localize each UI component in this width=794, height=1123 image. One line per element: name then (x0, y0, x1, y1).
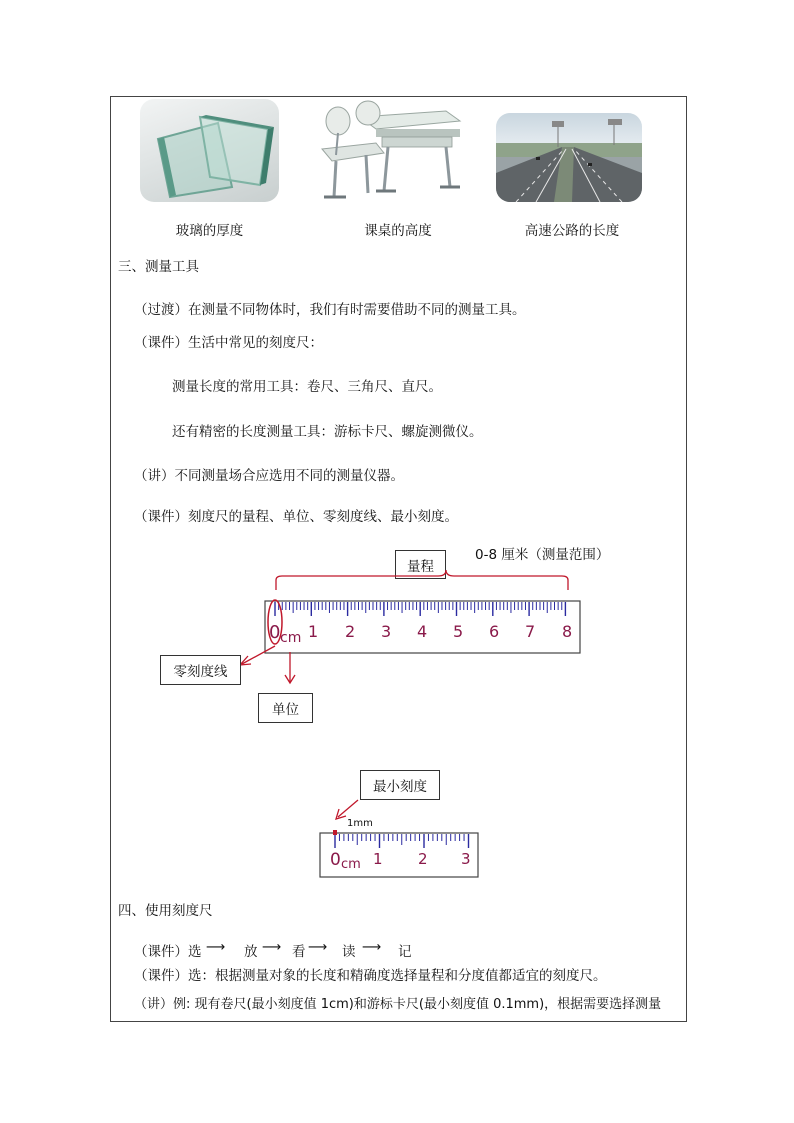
paragraph: （讲）不同测量场合应选用不同的测量仪器。 (134, 468, 404, 484)
ruler-number: 5 (453, 622, 464, 641)
flow-prefix: （课件） (134, 944, 188, 960)
ruler-number: 7 (525, 622, 536, 641)
ruler-number: 1 (373, 850, 383, 868)
image-caption: 玻璃的厚度 (175, 223, 244, 239)
paragraph: （课件）生活中常见的刻度尺： (134, 335, 323, 351)
section-heading: 三、测量工具 (118, 259, 199, 275)
unit-text: cm (341, 857, 361, 872)
mm-label: 1mm (347, 818, 373, 829)
paragraph: （过渡）在测量不同物体时，我们有时需要借助不同的测量工具。 (134, 302, 526, 318)
arrow-right-icon: ⟶ (362, 939, 382, 955)
section-heading: 四、使用刻度尺 (118, 903, 213, 919)
big-ruler-numbers (265, 622, 580, 646)
highway-photo (496, 113, 642, 202)
ruler-number: 3 (381, 622, 392, 641)
range-note: 0-8 厘米（测量范围） (475, 547, 610, 563)
flow-step: 读 (342, 944, 356, 960)
image-caption: 课桌的高度 (364, 223, 432, 239)
ruler-number: 6 (489, 622, 500, 641)
flow-step: 放 (244, 944, 258, 960)
min-scale-label: 最小刻度 (373, 779, 427, 795)
school-desk-photo (318, 99, 464, 202)
range-label: 量程 (407, 558, 434, 575)
ruler-number: 0 (269, 622, 281, 643)
ruler-number: 3 (461, 850, 471, 868)
arrow-right-icon: ⟶ (262, 939, 282, 955)
ruler-number: 4 (417, 622, 428, 641)
paragraph: （课件）刻度尺的量程、单位、零刻度线、最小刻度。 (134, 509, 458, 525)
flow-step: 选 (188, 944, 202, 960)
range-brace (276, 570, 568, 590)
arrow-right-icon: ⟶ (206, 939, 226, 955)
flow-step: 记 (398, 944, 412, 960)
unit-label: 单位 (272, 702, 299, 718)
small-ruler-numbers (320, 850, 480, 872)
arrow-right-icon: ⟶ (308, 939, 328, 955)
image-caption: 高速公路的长度 (524, 223, 620, 239)
zero-line-label-box (160, 655, 241, 685)
ruler-number: 2 (345, 622, 356, 641)
ruler-number: 0 (330, 850, 341, 870)
min-scale-mark (333, 830, 337, 835)
glass-plate-photo (140, 99, 279, 202)
paragraph: （讲）例: 现有卷尺(最小刻度值 1cm)和游标卡尺(最小刻度值 0.1mm)，根据需要选择测量 (134, 997, 662, 1012)
paragraph: 测量长度的常用工具：卷尺、三角尺、直尺。 (172, 379, 442, 395)
paragraph: （课件）选：根据测量对象的长度和精确度选择量程和分度值都适宜的刻度尺。 (134, 968, 607, 984)
zero-line-label: 零刻度线 (173, 664, 228, 680)
paragraph: 还有精密的长度测量工具：游标卡尺、螺旋测微仪。 (172, 424, 483, 440)
ruler-number: 2 (418, 850, 428, 868)
flow-step: 看 (292, 944, 306, 960)
unit-text: cm (280, 630, 302, 646)
ruler-number: 1 (308, 622, 319, 641)
unit-label-box (258, 693, 313, 723)
ruler-number: 8 (562, 622, 573, 641)
